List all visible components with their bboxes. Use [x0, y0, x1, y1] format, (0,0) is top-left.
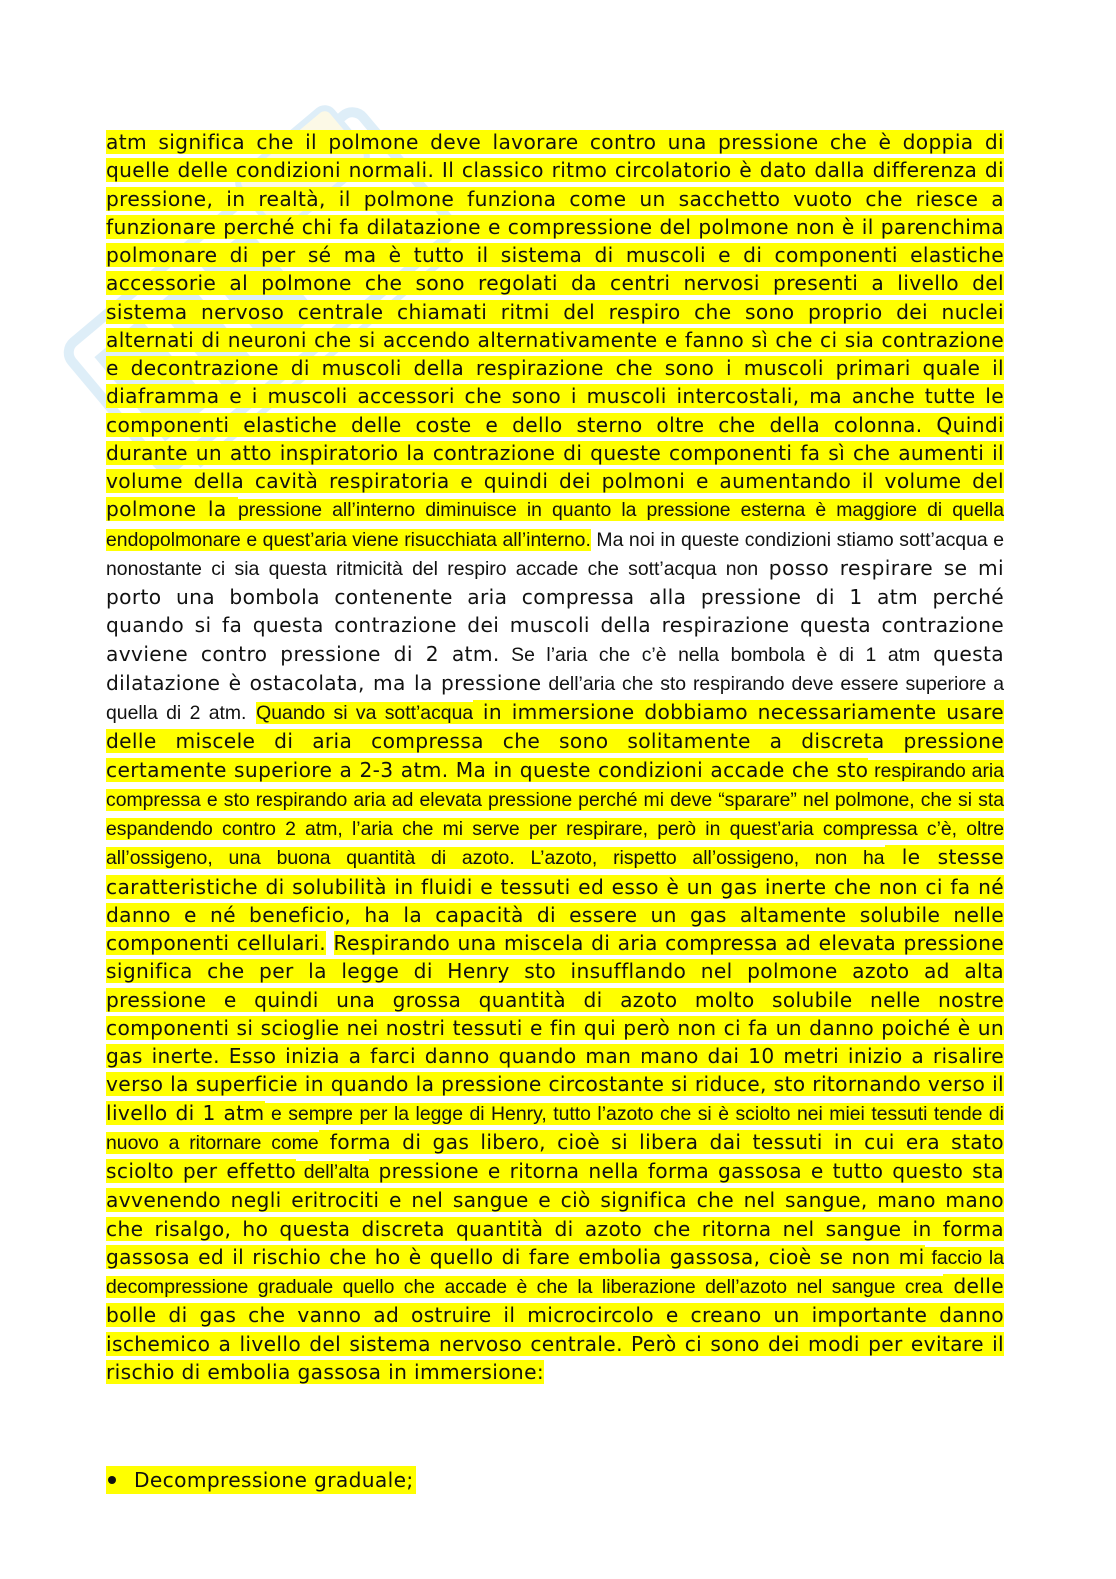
text-segment: pressione all’interno diminuisce in quanto la pressione esterna è maggiore di quella endopolmonare e quest’aria viene risucchiata all’interno. [106, 499, 1005, 551]
text-segment [246, 700, 256, 724]
text-segment: faccio la decompressione graduale quello che accade è che la liberazione dell’azoto nel sangue crea [106, 1246, 1004, 1298]
text-segment [326, 931, 333, 955]
text-segment: Quando si va sott’acqua [256, 702, 474, 724]
text-segment: respirando aria compressa e sto respirando aria ad elevata pressione perché mi deve “sparare” nel polmone, che si sta espandendo contro 2 atm, l’aria che mi serve per respirare, però in quest’aria compressa c’è, oltre all’ossigeno, una buona quantità di azoto. L’azoto, rispetto all’ossigeno, non ha [106, 759, 1004, 870]
bullet-dot-icon [108, 1476, 116, 1484]
text-segment: e sempre per la legge di Henry, tutto l’azoto che si è sciolto nei miei tessuti tende di nuovo a ritornare come [106, 1102, 1004, 1154]
text-segment: delle bolle di gas che vanno ad ostruire il microcircolo e creano un importante danno ischemico a livello del sistema nervoso centrale. Però ci sono dei modi per evitare il rischio di embolia gassosa in immersione: [106, 1274, 1004, 1384]
text-segment: forma di gas libero, cioè si libera dai tessuti in cui era stato sciolto per effetto [106, 1129, 1004, 1183]
text-segment: Se l’aria che c’è nella bombola è di 1 atm [499, 643, 921, 666]
text-segment: Respirando una miscela di aria compressa ad elevata pressione significa che per la legge di Henry sto insufflando nel polmone azoto ad alta pressione e quindi una grossa quantità di azoto molto solubile nelle nostre componenti si scioglie nei nostri tessuti e fin qui però non ci fa un danno poiché è un gas inerte. Esso inizia a farci danno quando man mano dai 10 metri inizio a risalire verso la superficie in quando la pressione circostante si riduce, sto ritornando verso il livello di 1 atm [106, 931, 1004, 1125]
text-segment: posso respirare se mi porto una bombola contenente aria compressa alla pressione di 1 atm perché quando si fa questa contrazione dei muscoli della respirazione questa contrazione avviene contro pressione di 2 atm. [106, 555, 1004, 666]
text-segment: questa dilatazione è ostacolata, ma la pressione [106, 641, 1005, 695]
text-segment: Ma noi in queste condizioni stiamo sott’acqua e nonostante ci sia questa ritmicità del respiro accade che sott’acqua non [106, 528, 1005, 580]
document-body-paragraph [106, 128, 1004, 1386]
bullet-item-label: Decompressione graduale; [134, 1468, 414, 1492]
bullet-list [106, 1466, 1004, 1494]
text-segment: in immersione dobbiamo necessariamente usare delle miscele di aria compressa che sono solitamente a discreta pressione certamente superiore a 2-3 atm. Ma in queste condizioni accade che sto [106, 700, 1004, 782]
text-segment: dell’aria che sto respirando deve essere superiore a quella di 2 atm. [106, 672, 1004, 724]
bullet-item [106, 1466, 416, 1494]
text-segment: dell’alta [296, 1161, 370, 1183]
text-segment: pressione e ritorna nella forma gassosa e tutto questo sta avvenendo negli eritrociti e nel sangue e ciò significa che nel sangue, mano mano che risalgo, ho questa discreta quantità di azoto che ritorna nel sangue in forma gassosa ed il rischio che ho è quello di fare embolia gassosa, cioè se non mi [106, 1159, 1004, 1269]
text-segment: le stesse caratteristiche di solubilità in fluidi e tessuti ed esso è un gas inerte che non ci fa né danno e né beneficio, ha la capacità di essere un gas altamente solubile nelle componenti cellulari. [106, 845, 1004, 955]
text-segment: atm significa che il polmone deve lavorare contro una pressione che è doppia di quelle delle condizioni normali. Il classico ritmo circolatorio è dato dalla differenza di pressione, in realtà, il polmone funziona come un sacchetto vuoto che riesce a funzionare perché chi fa dilatazione e compressione del polmone non è il parenchima polmonare di per sé ma è tutto il sistema di muscoli e di componenti elastiche accessorie al polmone che sono regolati da centri nervosi presenti a livello del sistema nervoso centrale chiamati ritmi del respiro che sono proprio dei nuclei alternati di neuroni che si accendo alternativamente e fanno sì che ci sia contrazione e decontrazione di muscoli della respirazione che sono i muscoli primari quale il diaframma e i muscoli accessori che sono i muscoli intercostali, ma anche tutte le componenti elastiche delle coste e dello sterno oltre che della colonna. Quindi durante un atto inspiratorio la contrazione di queste componenti fa sì che aumenti il volume della cavità respiratoria e quindi dei polmoni e aumentando il volume del polmone la [106, 130, 1004, 522]
